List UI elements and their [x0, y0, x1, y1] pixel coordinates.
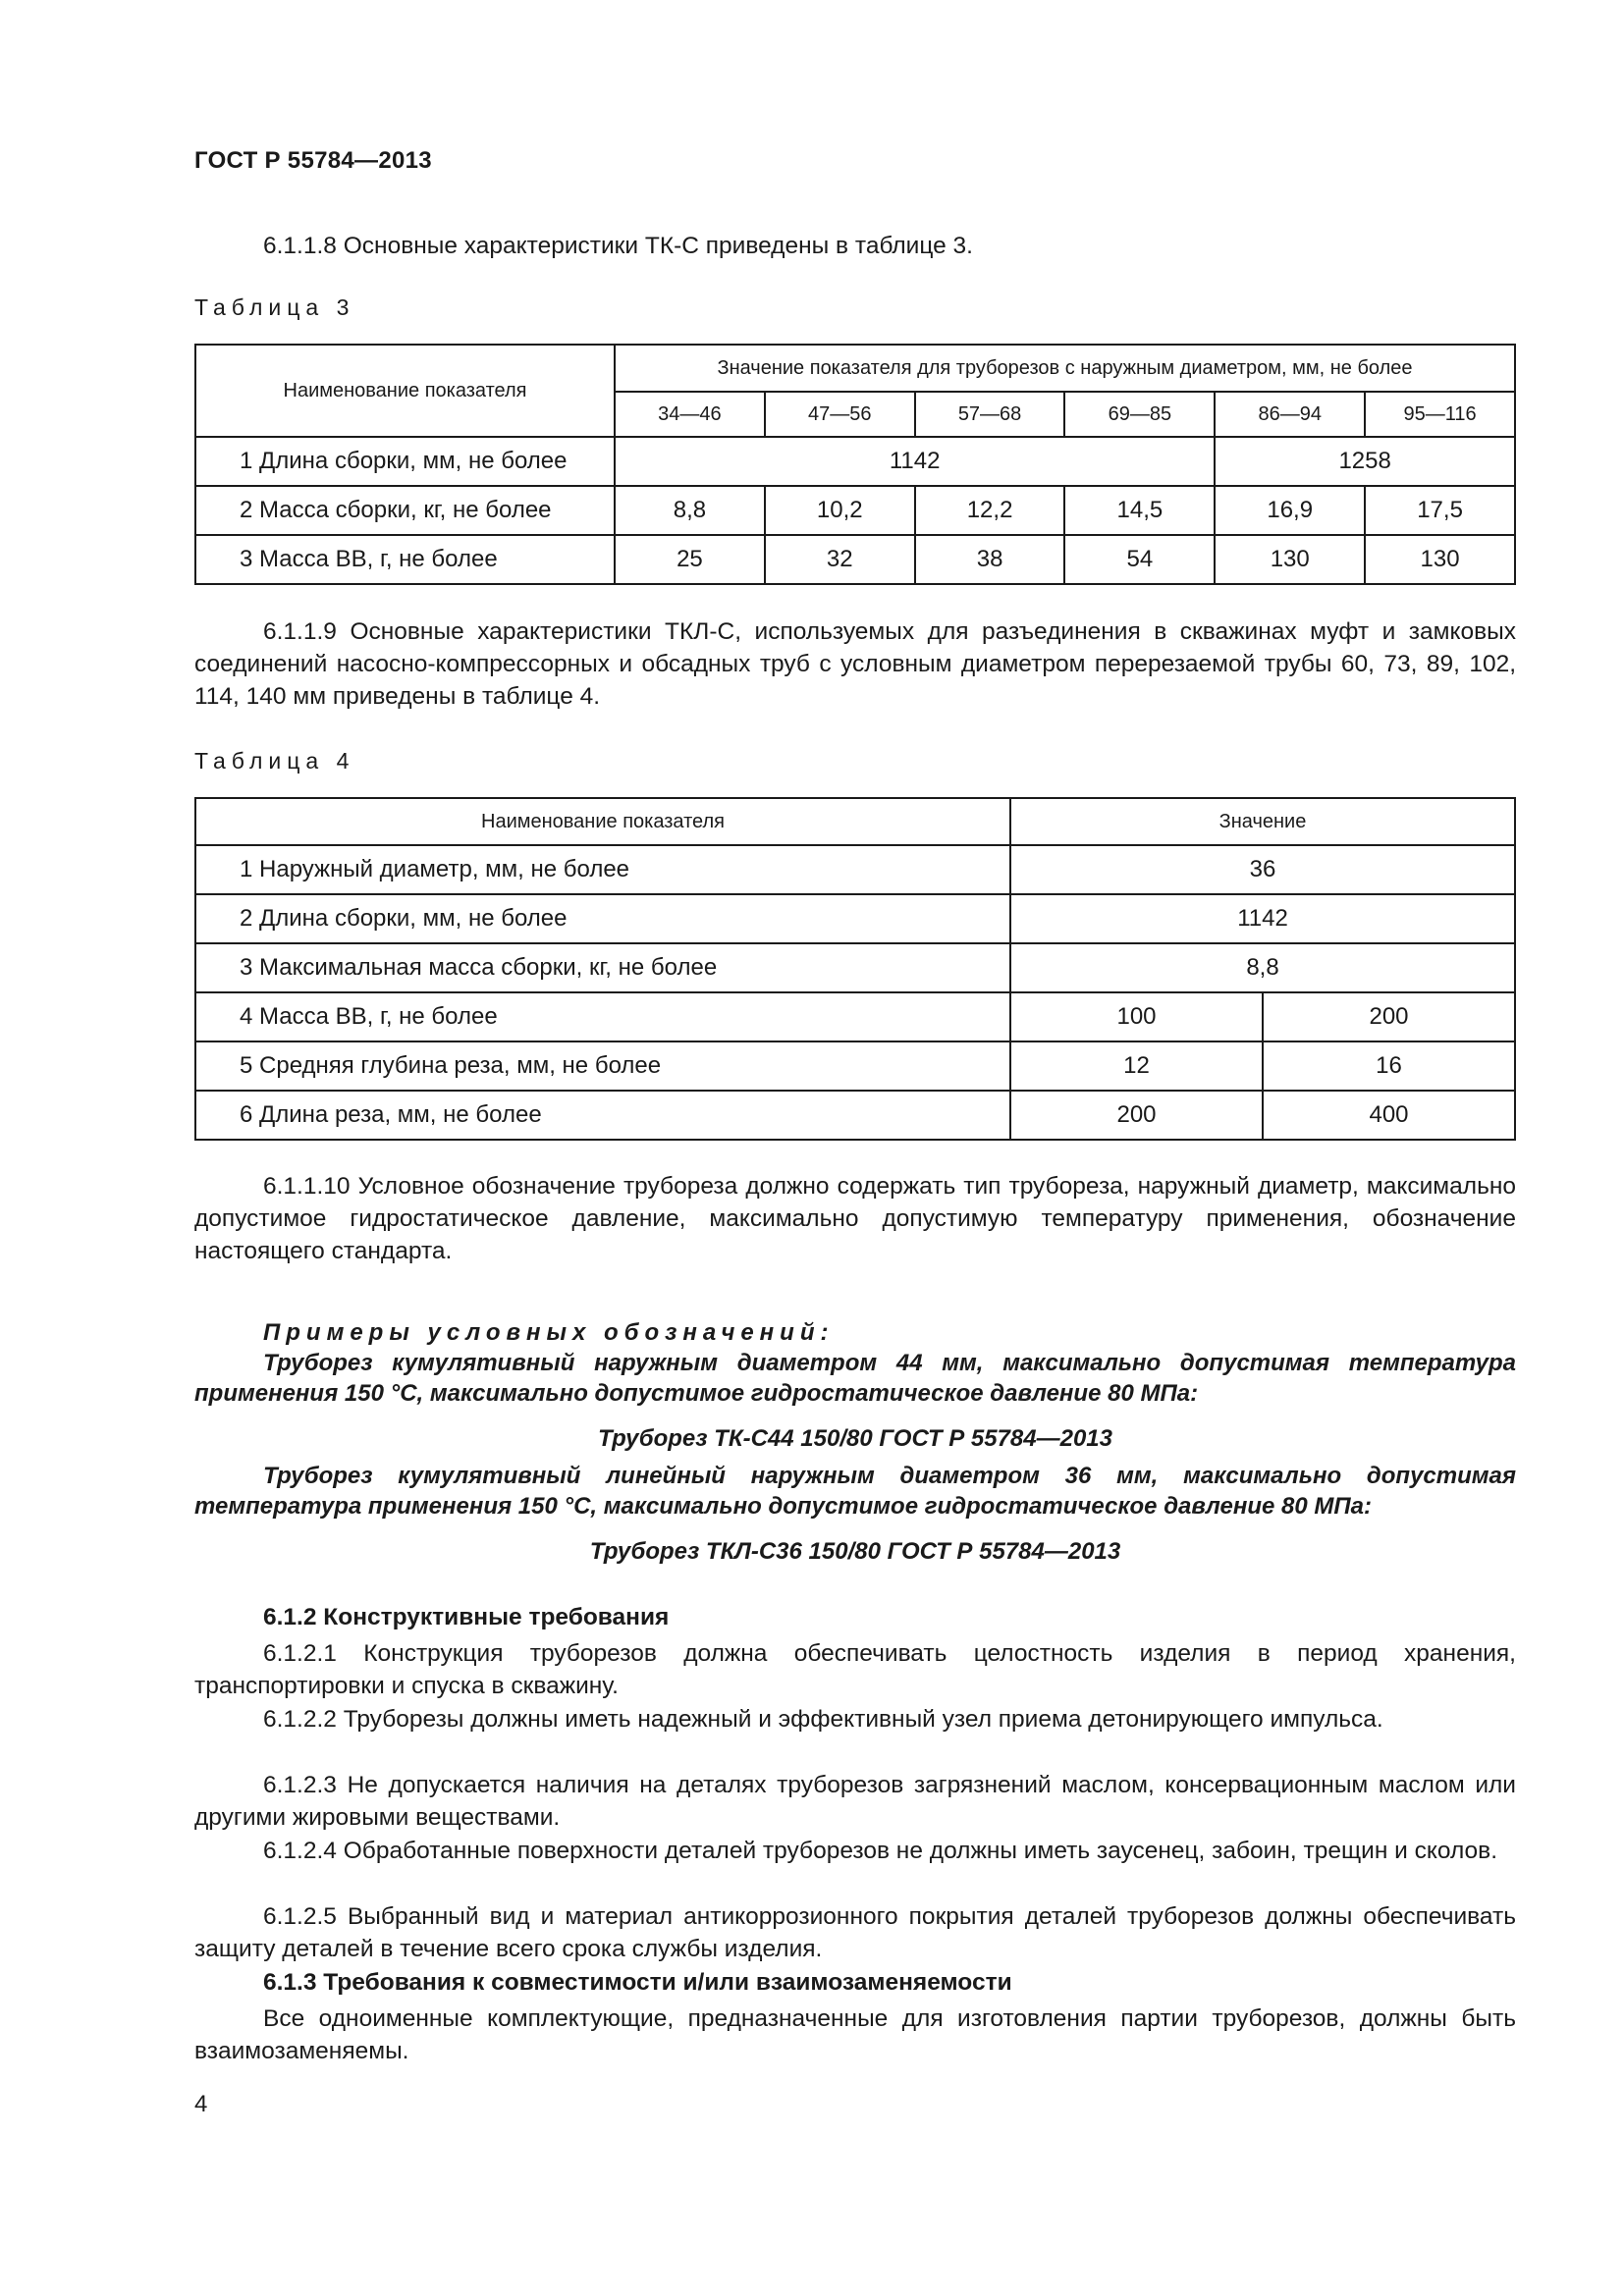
- table4-caption: Таблица 4: [194, 748, 355, 774]
- row-label: 2 Длина сборки, мм, не более: [195, 894, 1010, 943]
- table3-name-header: Наименование показателя: [195, 345, 615, 437]
- table-3: [194, 344, 1516, 585]
- row-label: 6 Длина реза, мм, не более: [195, 1091, 1010, 1140]
- paragraph-6-1-3: Все одноименные комплектующие, предназначенные для изготовления партии труборезов, должны быть взаимозаменяемы.: [194, 2005, 1516, 2064]
- table3-col-header: 95—116: [1365, 392, 1515, 437]
- table-cell: 17,5: [1365, 486, 1515, 535]
- table3-caption: Таблица 3: [194, 294, 355, 320]
- table-cell: 12: [1010, 1041, 1263, 1091]
- table3-group-header: Значение показателя для труборезов с наружным диаметром, мм, не более: [615, 345, 1515, 392]
- paragraph-6-1-2-1: 6.1.2.1 Конструкция труборезов должна обеспечивать целостность изделия в период хранения, транспортировки и спуска в скважину.: [194, 1640, 1516, 1699]
- table-cell: 200: [1010, 1091, 1263, 1140]
- table-row: [195, 1091, 1515, 1140]
- table-cell: 100: [1010, 992, 1263, 1041]
- row-label: 3 Максимальная масса сборки, кг, не более: [195, 943, 1010, 992]
- table-cell: 16,9: [1215, 486, 1365, 535]
- table-cell: 36: [1010, 845, 1515, 894]
- row-label: 2 Масса сборки, кг, не более: [195, 486, 615, 535]
- table-row: [195, 845, 1515, 894]
- table-cell: 12,2: [915, 486, 1065, 535]
- table-cell: 1258: [1215, 437, 1515, 486]
- table-cell: 10,2: [765, 486, 915, 535]
- table-cell: 25: [615, 535, 765, 584]
- page-number: 4: [194, 2091, 208, 2117]
- table3-col-header: 86—94: [1215, 392, 1365, 437]
- table-cell: 54: [1064, 535, 1215, 584]
- table-row: [195, 992, 1515, 1041]
- paragraph-6-1-1-9: 6.1.1.9 Основные характеристики ТКЛ-С, используемых для разъединения в скважинах муфт и замковых соединений насосно-компрессорных и обсадных труб с условным диаметром перерезаемой трубы 60, 73, 89, 102, 114, 140 мм приведены в таблице 4.: [194, 618, 1516, 710]
- table-cell: 14,5: [1064, 486, 1215, 535]
- row-label: 4 Масса ВВ, г, не более: [195, 992, 1010, 1041]
- table-row: [195, 943, 1515, 992]
- document-header: ГОСТ Р 55784—2013: [194, 147, 432, 174]
- table-cell: 130: [1215, 535, 1365, 584]
- table4-name-header: Наименование показателя: [195, 798, 1010, 845]
- table-cell: 38: [915, 535, 1065, 584]
- table-row: [195, 535, 1515, 584]
- table-row: [195, 437, 1515, 486]
- table-cell: 1142: [615, 437, 1215, 486]
- table-cell: 8,8: [615, 486, 765, 535]
- table3-col-header: 47—56: [765, 392, 915, 437]
- table-row: [195, 894, 1515, 943]
- paragraph-6-1-2-2: 6.1.2.2 Труборезы должны иметь надежный и эффективный узел приема детонирующего импульса.: [263, 1706, 1383, 1733]
- section-6-1-2-title: 6.1.2 Конструктивные требования: [263, 1604, 670, 1630]
- table-row: [195, 486, 1515, 535]
- paragraph-6-1-2-4: 6.1.2.4 Обработанные поверхности деталей труборезов не должны иметь заусенец, забоин, трещин и сколов.: [263, 1838, 1498, 1864]
- table-cell: 1142: [1010, 894, 1515, 943]
- paragraph-6-1-2-3: 6.1.2.3 Не допускается наличия на деталях труборезов загрязнений маслом, консервационным маслом или другими жировыми веществами.: [194, 1772, 1516, 1831]
- table-4: [194, 797, 1516, 1141]
- table-cell: 130: [1365, 535, 1515, 584]
- paragraph-6-1-2-5: 6.1.2.5 Выбранный вид и материал антикоррозионного покрытия деталей труборезов должны обеспечивать защиту деталей в течение всего срока службы изделия.: [194, 1903, 1516, 1962]
- example-2-description: Труборез кумулятивный линейный наружным диаметром 36 мм, максимально допустимая температура применения 150 °С, максимально допустимое гидростатическое давление 80 МПа:: [194, 1463, 1516, 1520]
- table4-value-header: Значение: [1010, 798, 1515, 845]
- examples-heading: Примеры условных обозначений:: [263, 1319, 835, 1346]
- row-label: 1 Длина сборки, мм, не более: [195, 437, 615, 486]
- example-1-description: Труборез кумулятивный наружным диаметром 44 мм, максимально допустимая температура применения 150 °С, максимально допустимое гидростатическое давление 80 МПа:: [194, 1350, 1516, 1407]
- table-cell: 200: [1263, 992, 1515, 1041]
- row-label: 1 Наружный диаметр, мм, не более: [195, 845, 1010, 894]
- table3-col-header: 57—68: [915, 392, 1065, 437]
- paragraph-6-1-1-10: 6.1.1.10 Условное обозначение трубореза должно содержать тип трубореза, наружный диаметр, максимально допустимое гидростатическое давление, максимально допустимую температуру применения, обозначение настоящего стандарта.: [194, 1173, 1516, 1264]
- section-6-1-3-title: 6.1.3 Требования к совместимости и/или взаимозаменяемости: [263, 1969, 1012, 1996]
- table-cell: 16: [1263, 1041, 1515, 1091]
- table-cell: 8,8: [1010, 943, 1515, 992]
- table3-col-header: 69—85: [1064, 392, 1215, 437]
- example-2-designation: Труборез ТКЛ-С36 150/80 ГОСТ Р 55784—2013: [589, 1538, 1121, 1565]
- row-label: 3 Масса ВВ, г, не более: [195, 535, 615, 584]
- table-row: [195, 1041, 1515, 1091]
- example-1-designation: Труборез ТК-С44 150/80 ГОСТ Р 55784—2013: [598, 1425, 1112, 1452]
- paragraph-6-1-1-8: 6.1.1.8 Основные характеристики ТК-С приведены в таблице 3.: [263, 233, 973, 259]
- table-cell: 400: [1263, 1091, 1515, 1140]
- table3-col-header: 34—46: [615, 392, 765, 437]
- row-label: 5 Средняя глубина реза, мм, не более: [195, 1041, 1010, 1091]
- table-cell: 32: [765, 535, 915, 584]
